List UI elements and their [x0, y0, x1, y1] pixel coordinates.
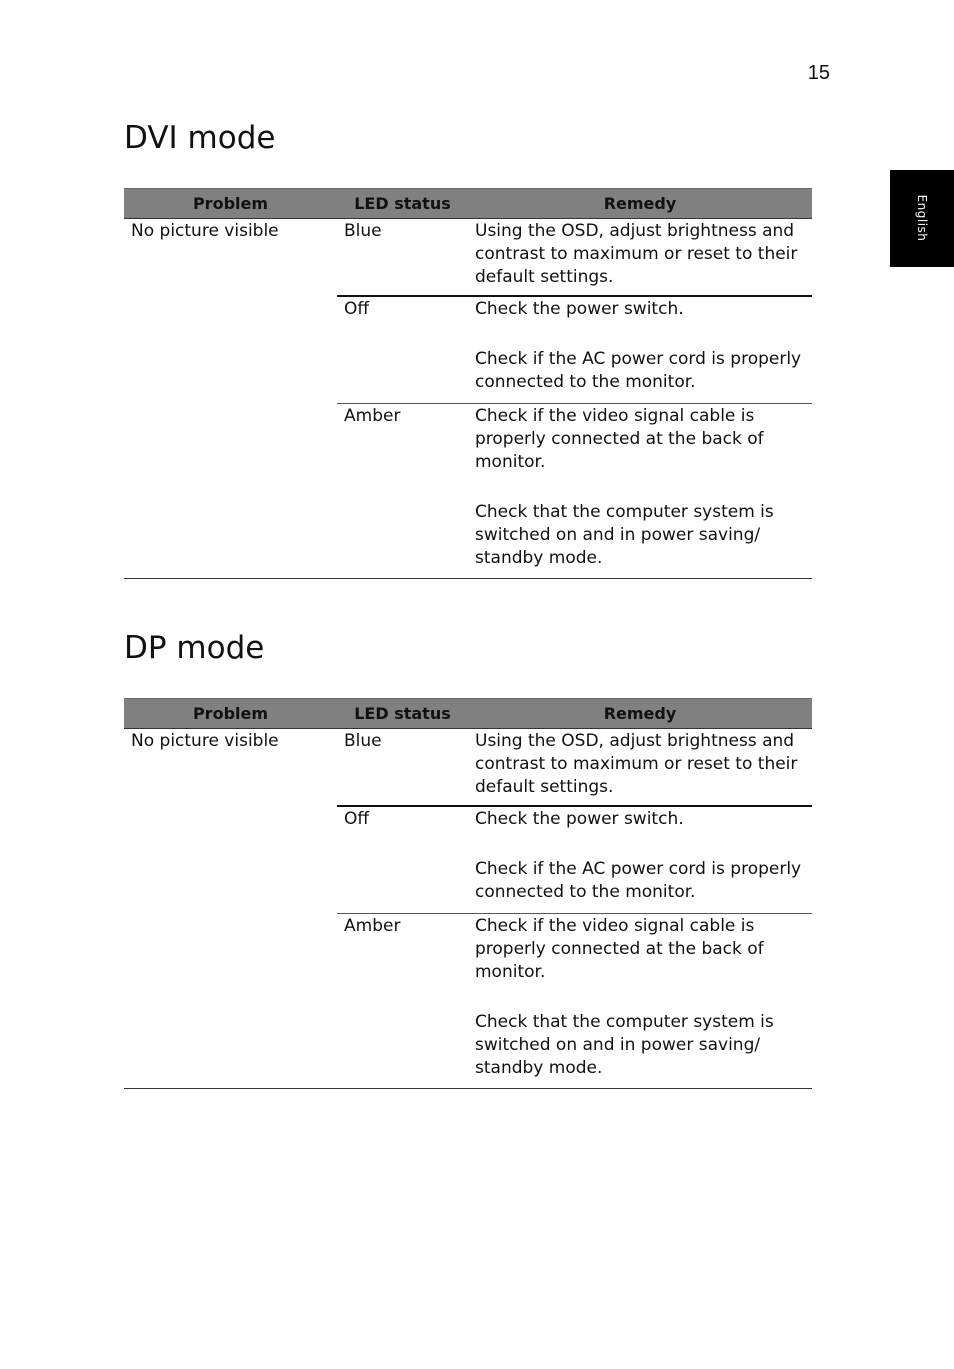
remedy-text: Using the OSD, adjust brightness and contrast to maximum or reset to their default settings. [475, 221, 798, 287]
table-row [337, 404, 812, 578]
remedy-text: Using the OSD, adjust brightness and contrast to maximum or reset to their default settings. [475, 731, 798, 797]
header-problem: Problem [192, 194, 269, 213]
header-problem: Problem [192, 704, 269, 723]
header-led-status: LED status [354, 704, 451, 723]
table-header [124, 698, 812, 729]
table-row [337, 807, 812, 914]
led-status-cell: Blue [344, 221, 382, 241]
table-body [124, 729, 812, 1089]
remedy-text: Check that the computer system is switched on and in power saving/ standby mode. [475, 1012, 774, 1078]
remedy-text: Check if the video signal cable is properly connected at the back of monitor. [475, 916, 764, 982]
table-row [337, 297, 812, 404]
problem-cell: No picture visible [131, 731, 279, 751]
problem-cell: No picture visible [131, 221, 279, 241]
remedy-cell [468, 729, 812, 805]
remedy-text: Check that the computer system is switched on and in power saving/ standby mode. [475, 502, 774, 568]
remedy-text: Check the power switch. [475, 809, 684, 829]
troubleshooting-table [124, 188, 812, 579]
section-title: DVI mode [124, 120, 276, 156]
remedy-text: Check if the AC power cord is properly connected to the monitor. [475, 349, 802, 392]
led-status-cell: Amber [344, 406, 401, 426]
remedy-cell [468, 807, 812, 913]
troubleshooting-table [124, 698, 812, 1089]
language-tab [890, 170, 954, 267]
header-led-status: LED status [354, 194, 451, 213]
section-title: DP mode [124, 630, 265, 666]
remedy-cell [468, 914, 812, 1088]
dp-mode-section [124, 628, 812, 1078]
remedy-cell [468, 404, 812, 578]
language-tab-label: English [915, 194, 929, 242]
table-row [337, 914, 812, 1088]
remedy-text: Check if the AC power cord is properly connected to the monitor. [475, 859, 802, 902]
remedy-cell [468, 297, 812, 403]
header-remedy: Remedy [603, 704, 677, 723]
table-row [337, 729, 812, 807]
table-row [337, 219, 812, 297]
remedy-cell [468, 219, 812, 295]
table-header [124, 188, 812, 219]
page-number: 15 [807, 62, 830, 84]
remedy-text: Check if the video signal cable is properly connected at the back of monitor. [475, 406, 764, 472]
led-status-cell: Off [344, 299, 370, 319]
led-status-cell: Off [344, 809, 370, 829]
led-status-cell: Amber [344, 916, 401, 936]
remedy-text: Check the power switch. [475, 299, 684, 319]
header-remedy: Remedy [603, 194, 677, 213]
dvi-mode-section [124, 118, 812, 568]
led-status-cell: Blue [344, 731, 382, 751]
table-body [124, 219, 812, 579]
